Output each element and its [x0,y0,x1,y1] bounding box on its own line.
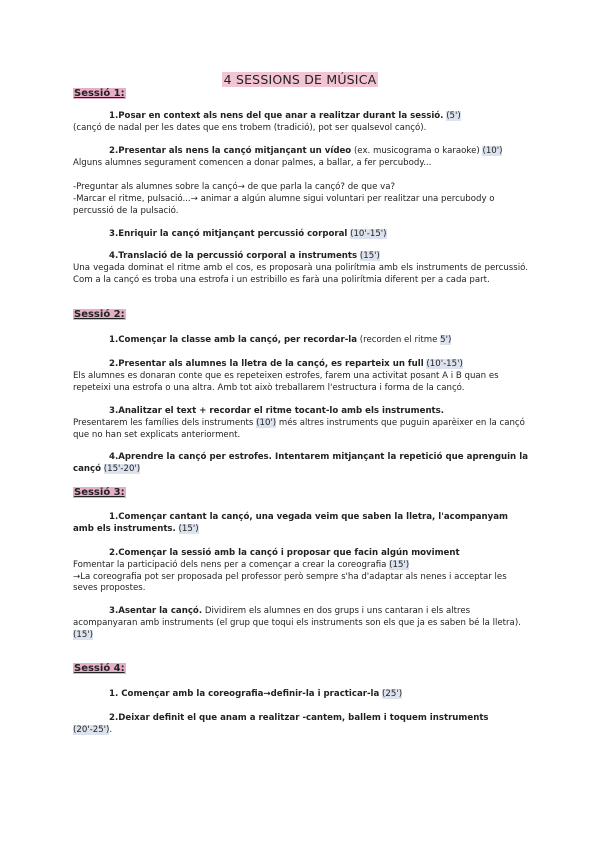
session-2-heading: Sessió 2: [74,309,125,320]
session-1-questions: -Preguntar als alumnes sobre la cançó→ de que parla la cançó? de que va? -Marcar el ritme, pulsació...→ animar a algún alumne sigui voluntari per realitzar una percubody o percussió de la pulsació. [73,182,495,216]
session-3-item-2: 2.Començar la sessió amb la cançó i proposar que facin algún moviment Fomentar la participació dels nens per a començar a crear la coreografia (15') →La coreografia pot ser proposada pel professor però sempre s'ha d'adaptar als nenes i acceptar les seves propostes. [73,548,507,594]
session-4-item-1: 1. Començar amb la coreografia→definir-la i practicar-la (25') [109,689,403,699]
session-3-item-1: 1.Començar cantant la cançó, una vegada veim que saben la lletra, l'acompanyam amb els instruments. (15') [73,512,508,534]
session-2-item-4: 4.Aprendre la cançó per estrofes. Intentarem mitjançant la repetició que aprenguin la cançó (15'-20') [73,452,528,474]
session-4-heading: Sessió 4: [74,663,125,674]
session-2-item-2: 2.Presentar als alumnes la lletra de la cançó, es reparteix un full (10'-15') Els alumnes es donaran conte que es repeteixen estrofes, farem una activitat posant A i B quan es repeteixi una estrofa o una altra. Amb tot això treballarem l'estructura i forma de la cançó. [73,359,499,393]
session-4-item-2: 2.Deixar definit el que anam a realitzar -cantem, ballem i toquem instruments (20'-25'). [73,713,489,735]
session-2-item-3: 3.Analitzar el text + recordar el ritme tocant-lo amb els instruments. Presentarem les famílies dels instruments (10') més altres instruments que puguin aparèixer en la cançó que no han set explicats anteriorment. [73,406,525,440]
session-1-item-2: 2.Presentar als nens la cançó mitjançant un vídeo (ex. musicograma o karaoke) (10') Alguns alumnes segurament comencen a donar palmes, a ballar, a fer percubody... [73,146,503,168]
page-title: 4 SESSIONS DE MÚSICA [223,72,377,87]
session-1-item-1: 1.Posar en context als nens del que anar a realitzar durant la sessió. (5') (cançó de nadal per les dates que ens trobem (tradició), pot ser qualsevol cançó). [73,111,461,133]
session-2-item-1: 1.Començar la classe amb la cançó, per recordar-la (recorden el ritme 5') [109,335,452,345]
session-1-item-3: 3.Enriquir la cançó mitjançant percussió corporal (10'-15') [109,229,387,239]
session-3-heading: Sessió 3: [74,487,125,498]
session-3-item-3: 3.Asentar la cançó. Dividirem els alumnes en dos grups i uns cantaran i els altres acompanyaran amb instruments (el grup que toqui els instruments son els que ja es saben bé la lletra). (15') [73,606,521,640]
session-1-item-4: 4.Translació de la percussió corporal a instruments (15') Una vegada dominat el ritme amb el cos, es proposarà una polirítmia amb els instruments de percussió. Com a la cançó es troba una estrofa i un estribillo es farà una polirítmia diferent per a cada part. [73,251,528,285]
session-1-heading: Sessió 1: [74,88,125,99]
